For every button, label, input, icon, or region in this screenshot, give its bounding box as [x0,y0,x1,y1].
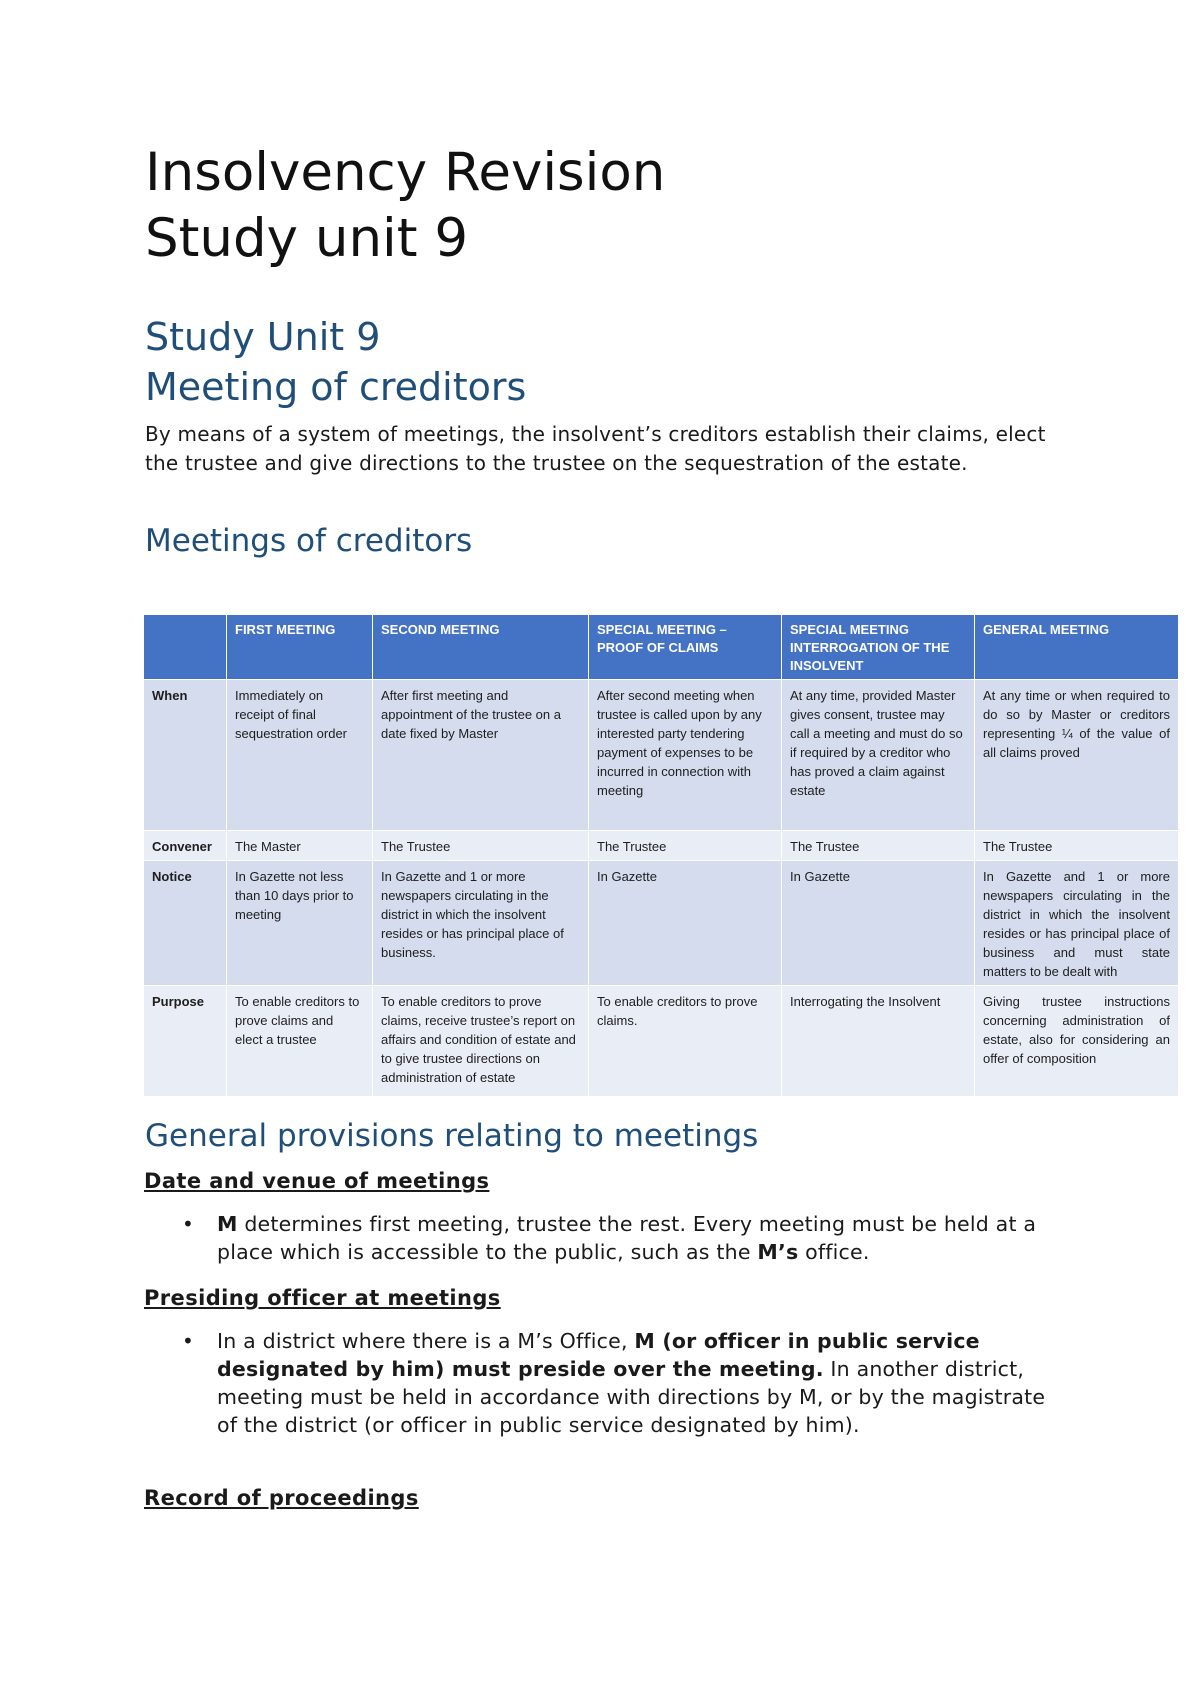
body-text: In another district, meeting must be held in accordance with directions by M, or by the magistrate of the district (or officer in public service designated by him). [217,1357,1046,1437]
table-row [144,986,1179,1097]
table-row [144,861,1179,986]
table-cell: Giving trustee instructions concerning administration of estate, also for considering an offer of composition [975,986,1179,1097]
table-cell: Immediately on receipt of final sequestration order [227,680,373,831]
row-label: Convener [144,831,227,861]
row-label: Notice [144,861,227,986]
table-cell: At any time or when required to do so by Master or creditors representing ¼ of the value of all claims proved [975,680,1179,831]
table-cell: The Trustee [373,831,589,861]
body-text: office. [798,1240,870,1264]
general-provisions-heading: General provisions relating to meetings [145,1118,759,1154]
column-header [144,615,227,680]
meetings-table [143,614,1179,1097]
meetings-heading: Meetings of creditors [145,523,473,559]
column-header: SPECIAL MEETING – PROOF OF CLAIMS [589,615,782,680]
table-header-row [144,615,1179,680]
row-label: Purpose [144,986,227,1097]
table-cell: To enable creditors to prove claims, receive trustee’s report on affairs and condition of estate and to give trustee directions on administration of estate [373,986,589,1097]
presiding-officer-heading: Presiding officer at meetings [144,1286,501,1310]
presiding-officer-list [145,1327,1065,1439]
title-line-1: Insolvency Revision [145,142,666,203]
unit-heading-line-1: Study Unit 9 [145,315,381,359]
title-line-2: Study unit 9 [145,208,469,269]
bullet-icon: • [182,1329,194,1353]
table-cell: In Gazette [589,861,782,986]
column-header: SECOND MEETING [373,615,589,680]
column-header: SPECIAL MEETING INTERROGATION OF THE INSOLVENT [782,615,975,680]
date-venue-heading: Date and venue of meetings [144,1169,490,1193]
table-cell: The Trustee [782,831,975,861]
table-cell: In Gazette [782,861,975,986]
table-cell: The Master [227,831,373,861]
bold-text: M (or officer in public service designated by him) must preside over the meeting. [217,1329,980,1381]
bullet-icon: • [182,1212,194,1236]
record-proceedings-heading: Record of proceedings [144,1486,419,1510]
list-item [145,1210,1065,1266]
table-cell: At any time, provided Master gives consent, trustee may call a meeting and must do so if required by a creditor who has proved a claim against estate [782,680,975,831]
table-cell: To enable creditors to prove claims and elect a trustee [227,986,373,1097]
column-header: FIRST MEETING [227,615,373,680]
row-label: When [144,680,227,831]
table-cell: In Gazette and 1 or more newspapers circulating in the district in which the insolvent resides or has principal place of business. [373,861,589,986]
bold-text: M [217,1212,238,1236]
table-row [144,680,1179,831]
document-title [145,140,665,272]
unit-heading-line-2: Meeting of creditors [145,365,527,409]
date-venue-list [145,1210,1065,1266]
table-cell: In Gazette not less than 10 days prior to meeting [227,861,373,986]
bold-text: M’s [757,1240,799,1264]
list-item [145,1327,1065,1439]
table-cell: In Gazette and 1 or more newspapers circulating in the district in which the insolvent resides or has principal place of business and must state matters to be dealt with [975,861,1179,986]
table-cell: To enable creditors to prove claims. [589,986,782,1097]
table-row [144,831,1179,861]
table-cell: After second meeting when trustee is called upon by any interested party tendering payment of expenses to be incurred in connection with meeting [589,680,782,831]
table-cell: After first meeting and appointment of the trustee on a date fixed by Master [373,680,589,831]
column-header: GENERAL MEETING [975,615,1179,680]
intro-paragraph: By means of a system of meetings, the insolvent’s creditors establish their claims, elect the trustee and give directions to the trustee on the sequestration of the estate. [145,422,1046,475]
table-cell: Interrogating the Insolvent [782,986,975,1097]
body-text: determines first meeting, trustee the rest. Every meeting must be held at a place which is accessible to the public, such as the [217,1212,1037,1264]
table-cell: The Trustee [975,831,1179,861]
body-text: In a district where there is a M’s Office, [217,1329,635,1353]
table-cell: The Trustee [589,831,782,861]
unit-heading [145,312,526,412]
